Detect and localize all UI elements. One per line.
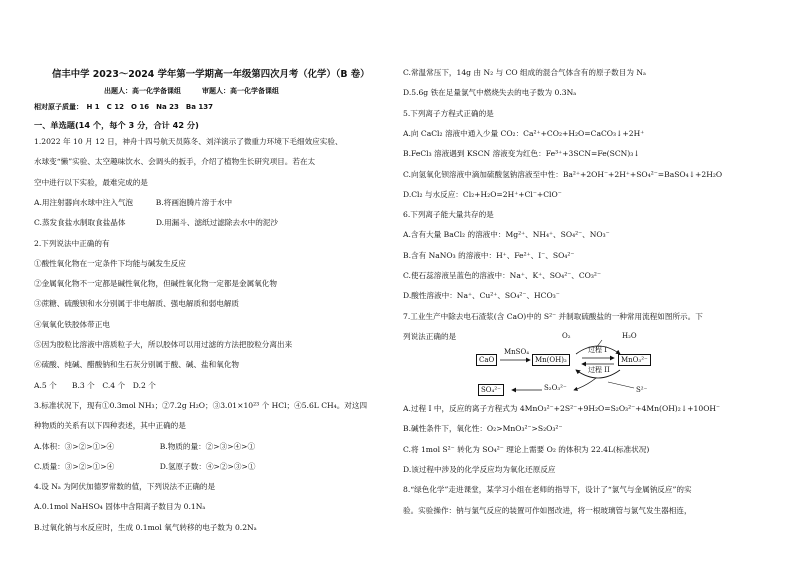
atomic-masses: 相对原子质量： H 1 C 12 O 16 Na 23 Ba 137: [34, 103, 213, 111]
text-line: ⑥硫酸、纯碱、醋酸钠和生石灰分别属于酸、碱、盐和氧化物: [34, 360, 240, 370]
mnoh2-box: Mn(OH)₂: [532, 354, 570, 366]
text-line: D.Cl₂ 与水反应：Cl₂+H₂O=2H⁺+Cl⁻+ClO⁻: [403, 189, 562, 199]
o2-label: O₂: [562, 332, 571, 340]
text-line: C.蒸发食盐水制取食盐晶体 D.用漏斗、滤纸过滤除去水中的泥沙: [34, 218, 278, 228]
text-line: B.碱性条件下，氧化性：O₂>MnO₃²⁻>S₂O₃²⁻: [403, 424, 563, 434]
text-line: 水球变“懒”实验、太空趣味饮水、会调头的扳手，介绍了植物生长研究项目。若在太: [34, 157, 316, 167]
s2o3-label: S₂O₃²⁻: [544, 384, 567, 392]
exam-title: 信丰中学 2023～2024 学年第一学期高一年级第四次月考（化学）（B 卷）: [52, 69, 370, 80]
text-line: A.用注射器向水球中注入气泡 B.将画泡腾片溶于水中: [34, 197, 233, 207]
text-line: D.酸性溶液中：Na⁺、Cu²⁺、SO₄²⁻、HCO₃⁻: [403, 291, 560, 301]
text-line: 3.标准状况下，现有①0.3mol NH₃；②7.2g H₂O；③3.01×10²³ 个 HCl；④5.6L CH₄。对这四: [34, 400, 368, 410]
text-line: 6.下列离子能大量共存的是: [403, 210, 494, 220]
text-line: D.5.6g 铁在足量氯气中燃烧失去的电子数为 0.3Nₐ: [403, 88, 577, 98]
process-2-label: 过程 II: [588, 366, 610, 374]
text-line: 2.下列说法中正确的有: [34, 238, 110, 248]
text-line: 空中进行以下实验，最难完成的是: [34, 177, 148, 187]
mno3-box: MnO₃²⁻: [618, 354, 651, 366]
text-line: 5.下列离子方程式正确的是: [403, 108, 494, 118]
text-line: ①酸性氧化物在一定条件下均能与碱发生反应: [34, 258, 186, 268]
text-line: ⑤因为胶粒比溶液中溶质粒子大，所以胶体可以用过滤的方法把胶粒分离出来: [34, 340, 293, 349]
text-line: C.向氢氧化钡溶液中滴加硫酸氢钠溶液至中性：Ba²⁺+2OH⁻+2H⁺+SO₄²⁻=BaSO₄↓+2H₂O: [403, 169, 723, 179]
text-line: A.体积：③>②>①>④ B.物质的量：②>③>④>①: [34, 441, 256, 451]
text-line: 8.“绿色化学”走进课堂，某学习小组在老师的指导下，设计了“氯气与金属钠反应”的实: [403, 485, 692, 495]
cao-box: CaO: [476, 354, 497, 366]
text-line: A.0.1mol NaHSO₄ 固体中含阳离子数目为 0.1Nₐ: [34, 502, 206, 512]
text-line: ③蔗糖、硫酸钡和水分别属于非电解质、强电解质和弱电解质: [34, 299, 240, 309]
so4-box: SO₄²⁻: [478, 384, 504, 396]
text-line: A.向 CaCl₂ 溶液中通入少量 CO₂：Ca²⁺+CO₂+H₂O=CaCO₃↓+2H⁺: [403, 128, 645, 138]
text-line: C.使石蕊溶液呈蓝色的溶液中：Na⁺、K⁺、SO₄²⁻、CO₃²⁻: [403, 271, 601, 280]
text-line: D.该过程中涉及的化学反应均为氧化还原反应: [403, 464, 556, 474]
text-line: 7.工业生产中除去电石渣浆(含 CaO)中的 S²⁻ 并制取硫酸盐的一种常用流程如图所示。下: [403, 311, 703, 321]
section-heading: 一、单选题(14 个，每个 3 分，合计 42 分): [34, 120, 199, 130]
h2o-label: H₂O: [622, 332, 637, 340]
process-1-label: 过程 I: [588, 346, 607, 354]
mnso4-label: MnSO₄: [504, 348, 530, 356]
text-line: A.过程 I 中，反应的离子方程式为 4MnO₃²⁻+2S²⁻+9H₂O=S₂O₃²⁻+4Mn(OH)₂↓+10OH⁻: [403, 404, 721, 413]
text-line: ②金属氧化物不一定都是碱性氧化物，但碱性氧化物一定都是金属氧化物: [34, 279, 277, 289]
text-line: C.质量：③>②>①>④ D.氢原子数：④>②>③>①: [34, 461, 256, 471]
exam-authors: 出题人：高一化学备课组 审题人：高一化学备课组: [104, 87, 279, 95]
text-line: ④氧氧化铁胶体带正电: [34, 319, 110, 329]
text-line: A.含有大量 BaCl₂ 的溶液中：Mg²⁺、NH₄⁺、SO₄²⁻、NO₃⁻: [403, 230, 610, 240]
text-line: B.FeCl₃ 溶液遇到 KSCN 溶液变为红色：Fe³⁺+3SCN=Fe(SCN)₃↓: [403, 149, 640, 159]
text-line: 4.设 Nₐ 为阿伏加德罗常数的值，下列说法不正确的是: [34, 482, 216, 492]
text-line: C.常温常压下，14g 由 N₂ 与 CO 组成的混合气体含有的原子数目为 Nₐ: [403, 68, 646, 77]
text-line: 种物质的关系有以下四种表述，其中正确的是: [34, 421, 186, 431]
text-line: C.将 1mol S²⁻ 转化为 SO₄²⁻ 理论上需要 O₂ 的体积为 22.4L(标准状况): [403, 444, 650, 454]
text-line: B.含有 NaNO₃ 的溶液中：H⁺、Fe²⁺、I⁻、SO₄²⁻: [403, 250, 575, 260]
text-line: 验。实验操作：钠与氯气反应的装置可作如图改进，将一根玻璃管与氯气发生器相连，: [403, 505, 692, 515]
text-line: 列说法正确的是: [403, 331, 457, 341]
process-flow-diagram: [474, 334, 714, 402]
text-line: 1.2022 年 10 月 12 日，神舟十四号航天员陈冬、刘洋演示了微重力环境下毛细效应实验、: [34, 137, 343, 146]
text-line: A.5 个 B.3 个 C.4 个 D.2 个: [34, 380, 156, 390]
s2-label: S²⁻: [636, 386, 648, 394]
text-line: B.过氧化钠与水反应时，生成 0.1mol 氧气转移的电子数为 0.2Nₐ: [34, 522, 257, 532]
